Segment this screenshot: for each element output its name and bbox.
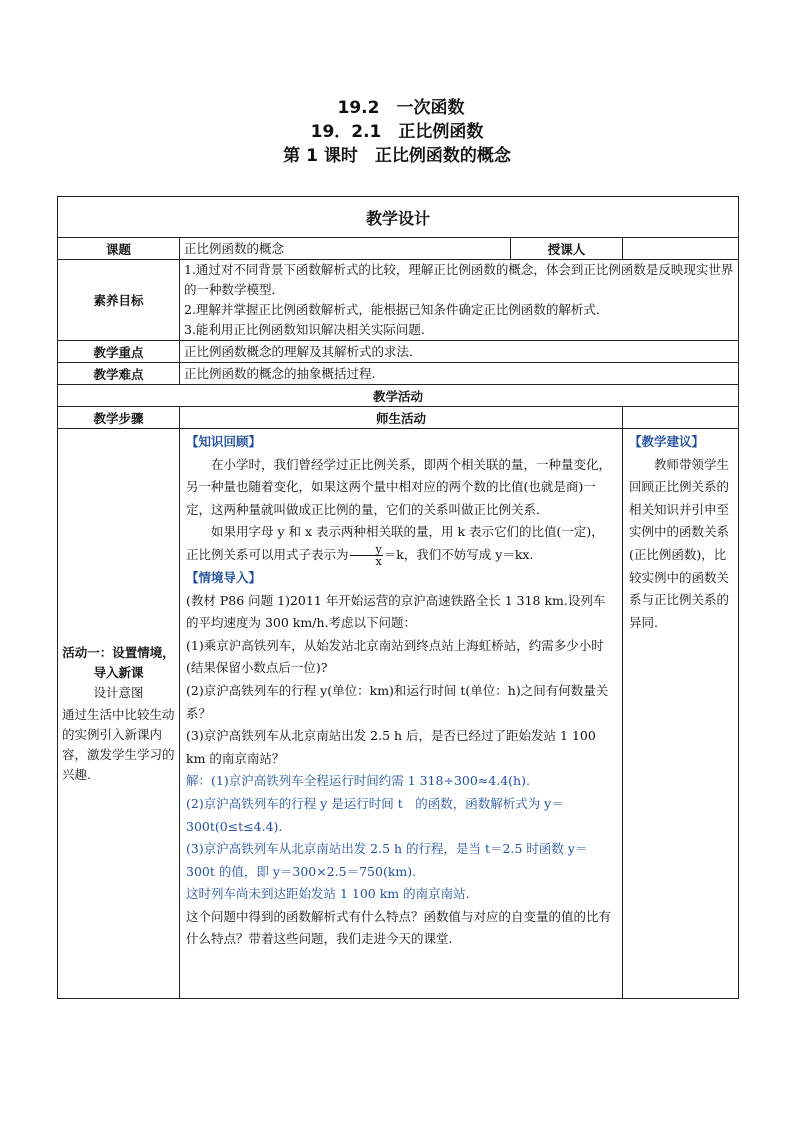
answer-2: (2)京沪高铁列车的行程 y 是运行时间 t 的函数，函数解析式为 y＝300t(0≤t≤4.4). [186, 795, 564, 834]
goal-item: 3.能利用正比例函数知识解决相关实际问题. [184, 322, 425, 337]
answer-1: 解：(1)京沪高铁列车全程运行时间约需 1 318÷300≈4.4(h). [186, 773, 530, 789]
fraction-numerator: y [350, 544, 383, 556]
subsection-title: 19．2.1 正比例函数 [310, 122, 484, 142]
activity-step-cell [58, 429, 180, 999]
goal-item: 1.通过对不同背景下函数解析式的比较，理解正比例函数的概念，体会到正比例函数是反映现实世界的一种数学模型． [184, 262, 734, 297]
answer-4: 这时列车尚未到达距始发站 1 100 km 的南京南站. [186, 886, 470, 902]
review-title: 【知识回顾】 [186, 434, 262, 449]
closing-paragraph: 这个问题中得到的函数解析式有什么特点？函数值与对应的自变量的值的比有什么特点？带着这些问题，我们走进今天的课堂. [186, 908, 612, 947]
teaching-advice-cell [623, 429, 739, 999]
document-titles [0, 96, 794, 168]
advice-title: 【教学建议】 [629, 434, 705, 449]
lesson-title: 第 1 课时 正比例函数的概念 [283, 146, 511, 166]
difficulty-value: 正比例函数的概念的抽象概括过程. [180, 363, 739, 385]
fraction-y-over-x [350, 544, 383, 567]
intent-label: 设计意图 [93, 684, 144, 700]
key-value: 正比例函数概念的理解及其解析式的求法． [180, 341, 739, 363]
tsa-label: 师生活动 [180, 407, 623, 429]
key-label: 教学重点 [58, 341, 180, 363]
fraction-denominator: x [375, 554, 382, 568]
situation-title: 【情境导入】 [186, 569, 262, 585]
question-3: (3)京沪高铁列车从北京南站出发 2.5 h 后，是否已经过了距始发站 1 100 km 的南京南站？ [186, 728, 596, 766]
goal-list [180, 260, 739, 341]
situation-paragraph: (教材 P86 问题 1)2011 年开始运营的京沪高速铁路全长 1 318 km.设列车的平均速度为 300 km/h.考虑以下问题： [186, 592, 606, 631]
goal-label: 素养目标 [58, 260, 180, 341]
teacher-student-activity [180, 429, 623, 999]
question-2: (2)京沪高铁列车的行程 y(单位：km)和运行时间 t(单位：h)之间有何数量关系？ [186, 682, 609, 721]
formula-lead-text: 如果用字母 y 和 x 表示两种相关联的量，用 k 表示它们的比值(一定)，正比例关系可以用式子表示为 [186, 524, 604, 562]
formula-tail-text: ＝k，我们不妨写成 y＝kx. [383, 546, 534, 562]
difficulty-label: 教学难点 [58, 363, 180, 385]
teacher-label: 授课人 [511, 238, 623, 260]
answer-3: (3)京沪高铁列车从北京南站出发 2.5 h 的行程，是当 t＝2.5 时函数 y＝300t 的值，即 y＝300×2.5＝750(km). [186, 841, 588, 879]
section-title: 19.2 一次函数 [337, 98, 465, 118]
review-formula-paragraph [186, 521, 616, 567]
intent-text: 通过生活中比较生动的实例引入新课内容，激发学生学习的兴趣. [62, 706, 175, 782]
activity-name: 活动一：设置情境，导入新课 [62, 644, 175, 680]
step-label: 教学步骤 [58, 407, 180, 429]
review-paragraph: 在小学时，我们曾经学过正比例关系，即两个相关联的量，一种量变化，另一种量也随着变化，如果这两个量中相对应的两个数的比值(也就是商)一定，这两种量就叫做成正比例的量，它们的关系叫做正比例关系． [186, 456, 612, 517]
goal-item: 2.理解并掌握正比例函数解析式，能根据已知条件确定正比例函数的解析式． [184, 302, 609, 317]
advice-text: 教师带领学生回顾正比例关系的相关知识并引申至实例中的函数关系(正比例函数)，比较实例中的函数关系与正比例关系的异同. [629, 456, 730, 630]
topic-label: 课题 [58, 238, 180, 260]
table-heading: 教学设计 [58, 197, 739, 238]
lesson-design-table [57, 196, 739, 999]
empty-cell [623, 407, 739, 429]
question-1: (1)乘京沪高铁列车，从始发站北京南站到终点站上海虹桥站，约需多少小时(结果保留小数点后一位)? [186, 637, 604, 676]
topic-value: 正比例函数的概念 [180, 238, 511, 260]
teacher-value [623, 238, 739, 260]
activity-heading: 教学活动 [58, 385, 739, 407]
